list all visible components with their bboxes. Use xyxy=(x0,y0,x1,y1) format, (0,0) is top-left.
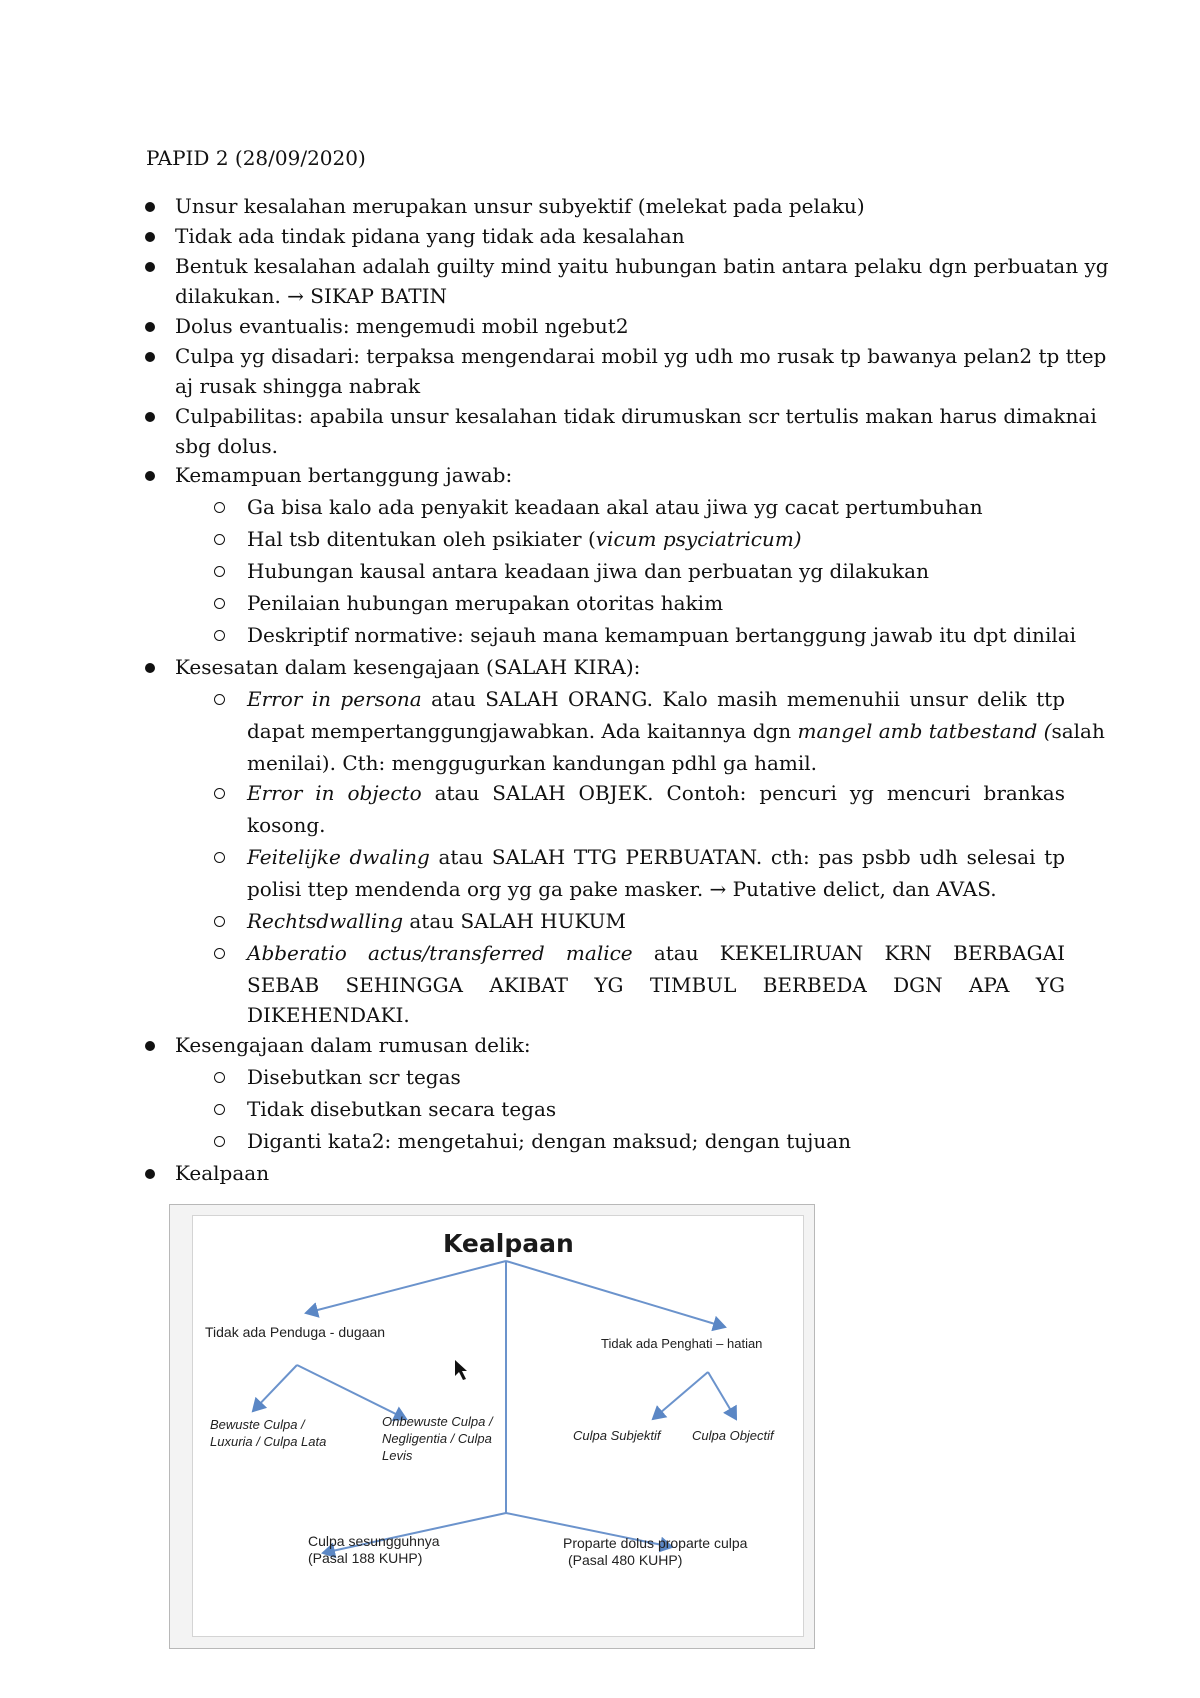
sub-bullet-circle xyxy=(214,694,225,705)
italic-term: mangel amb tatbestand ( xyxy=(797,719,1052,743)
text-span: atau SALAH HUKUM xyxy=(403,909,627,933)
kealpaan-diagram xyxy=(169,1204,815,1649)
sub-list-item xyxy=(247,907,1065,936)
sub-list-item-cont xyxy=(247,717,1105,746)
sub-list-item: Tidak disebutkan secara tegas xyxy=(247,1097,557,1121)
leaf-line: Culpa sesungguhnya xyxy=(308,1533,440,1549)
leaf-line: Negligentia / Culpa xyxy=(382,1431,492,1446)
sub-bullet-circle xyxy=(214,534,225,545)
leaf-line: (Pasal 480 KUHP) xyxy=(568,1552,683,1568)
arrow-objectif xyxy=(708,1372,736,1419)
sub-list-item xyxy=(247,685,1065,714)
sub-list-item: Deskriptif normative: sejauh mana kemampuan bertanggung jawab itu dpt dinilai xyxy=(247,623,1077,647)
arrow-left xyxy=(306,1261,506,1313)
sub-list-item xyxy=(247,525,1065,554)
leaf-line: Luxuria / Culpa Lata xyxy=(210,1434,327,1449)
sub-bullet-circle xyxy=(214,1136,225,1147)
leaf-proparte xyxy=(563,1535,747,1569)
sub-bullet-circle xyxy=(214,916,225,927)
leaf-objectif: Culpa Objectif xyxy=(692,1428,774,1443)
sub-list-item-cont: kosong. xyxy=(247,813,326,837)
bullet-dot xyxy=(145,471,155,481)
text-span: Hal tsb ditentukan oleh psikiater ( xyxy=(247,527,596,551)
sub-bullet-circle xyxy=(214,948,225,959)
text-span: salah xyxy=(1051,719,1105,743)
italic-term: Feitelijke dwaling xyxy=(247,845,430,869)
bullet-dot xyxy=(145,352,155,362)
italic-term: Abberatio actus/transferred malice xyxy=(247,941,633,965)
sub-bullet-circle xyxy=(214,852,225,863)
arrow-bewuste xyxy=(253,1365,297,1411)
list-item: Bentuk kesalahan adalah guilty mind yaitu hubungan batin antara pelaku dgn perbuatan yg xyxy=(175,254,1109,278)
leaf-subjektif: Culpa Subjektif xyxy=(573,1428,661,1443)
leaf-line: (Pasal 188 KUHP) xyxy=(308,1550,423,1566)
sub-bullet-circle xyxy=(214,598,225,609)
bullet-dot xyxy=(145,1169,155,1179)
italic-term: Error in objecto xyxy=(247,781,422,805)
leaf-bewuste xyxy=(210,1416,326,1450)
sub-list-item: Diganti kata2: mengetahui; dengan maksud; dengan tujuan xyxy=(247,1129,852,1153)
text-span: atau SALAH OBJEK. Contoh: pencuri yg mencuri brankas xyxy=(421,781,1065,805)
sub-list-item: Penilaian hubungan merupakan otoritas hakim xyxy=(247,591,724,615)
sub-list-item xyxy=(247,779,1065,808)
bullet-dot xyxy=(145,322,155,332)
bullet-dot xyxy=(145,202,155,212)
list-item: Kesesatan dalam kesengajaan (SALAH KIRA): xyxy=(175,655,641,679)
italic-term: vicum psyciatricum) xyxy=(595,527,802,551)
sub-list-item: Ga bisa kalo ada penyakit keadaan akal atau jiwa yg cacat pertumbuhan xyxy=(247,495,983,519)
arrow-subjektif xyxy=(653,1372,708,1419)
sub-list-item-cont: SEBAB SEHINGGA AKIBAT YG TIMBUL BERBEDA DGN APA YG xyxy=(247,973,1065,997)
italic-term: Rechtsdwalling xyxy=(247,909,403,933)
bullet-dot xyxy=(145,1041,155,1051)
arrow-onbewuste xyxy=(297,1365,406,1419)
sub-list-item: Disebutkan scr tegas xyxy=(247,1065,461,1089)
bullet-dot xyxy=(145,232,155,242)
bullet-dot xyxy=(145,262,155,272)
leaf-onbewuste xyxy=(382,1413,493,1464)
sub-bullet-circle xyxy=(214,788,225,799)
text-span: atau SALAH ORANG. Kalo masih memenuhii unsur delik ttp xyxy=(421,687,1065,711)
leaf-line: Levis xyxy=(382,1448,413,1463)
list-item-cont: sbg dolus. xyxy=(175,434,278,458)
list-item: Kealpaan xyxy=(175,1161,270,1185)
sub-list-item-cont: polisi ttep mendenda org yg ga pake masker. → Putative delict, dan AVAS. xyxy=(247,877,997,901)
sub-bullet-circle xyxy=(214,630,225,641)
node-left: Tidak ada Penduga - dugaan xyxy=(205,1324,386,1340)
list-item: Culpabilitas: apabila unsur kesalahan tidak dirumuskan scr tertulis makan harus dimaknai xyxy=(175,404,1097,428)
italic-term: Error in persona xyxy=(247,687,422,711)
leaf-line: Bewuste Culpa / xyxy=(210,1417,305,1432)
list-item: Kesengajaan dalam rumusan delik: xyxy=(175,1033,531,1057)
text-span: atau SALAH TTG PERBUATAN. cth: pas psbb udh selesai tp xyxy=(429,845,1065,869)
list-item: Tidak ada tindak pidana yang tidak ada kesalahan xyxy=(175,224,685,248)
mouse-cursor-icon xyxy=(455,1360,467,1380)
diagram-title: Kealpaan xyxy=(443,1229,574,1258)
bullet-dot xyxy=(145,412,155,422)
text-span: dapat mempertanggungjawabkan. Ada kaitannya dgn xyxy=(247,719,798,743)
sub-bullet-circle xyxy=(214,1072,225,1083)
sub-bullet-circle xyxy=(214,502,225,513)
leaf-sesungguhnya xyxy=(308,1533,440,1567)
leaf-line: Proparte dolus proparte culpa xyxy=(563,1535,748,1551)
sub-list-item: Hubungan kausal antara keadaan jiwa dan perbuatan yg dilakukan xyxy=(247,559,929,583)
sub-list-item-cont: DIKEHENDAKI. xyxy=(247,1003,410,1027)
page-title: PAPID 2 (28/09/2020) xyxy=(146,146,366,170)
list-item: Kemampuan bertanggung jawab: xyxy=(175,463,513,487)
list-item-cont: dilakukan. → SIKAP BATIN xyxy=(175,284,448,308)
list-item: Unsur kesalahan merupakan unsur subyektif (melekat pada pelaku) xyxy=(175,194,865,218)
sub-bullet-circle xyxy=(214,566,225,577)
text-span: atau KEKELIRUAN KRN BERBAGAI xyxy=(632,941,1065,965)
sub-list-item xyxy=(247,843,1065,872)
sub-bullet-circle xyxy=(214,1104,225,1115)
leaf-line: Onbewuste Culpa / xyxy=(382,1414,493,1429)
list-item: Dolus evantualis: mengemudi mobil ngebut2 xyxy=(175,314,629,338)
arrow-right xyxy=(506,1261,725,1327)
node-right: Tidak ada Penghati – hatian xyxy=(601,1336,763,1351)
list-item: Culpa yg disadari: terpaksa mengendarai mobil yg udh mo rusak tp bawanya pelan2 tp ttep xyxy=(175,344,1107,368)
sub-list-item-cont: menilai). Cth: menggugurkan kandungan pdhl ga hamil. xyxy=(247,751,818,775)
list-item-cont: aj rusak shingga nabrak xyxy=(175,374,421,398)
sub-list-item xyxy=(247,939,1065,968)
bullet-dot xyxy=(145,663,155,673)
